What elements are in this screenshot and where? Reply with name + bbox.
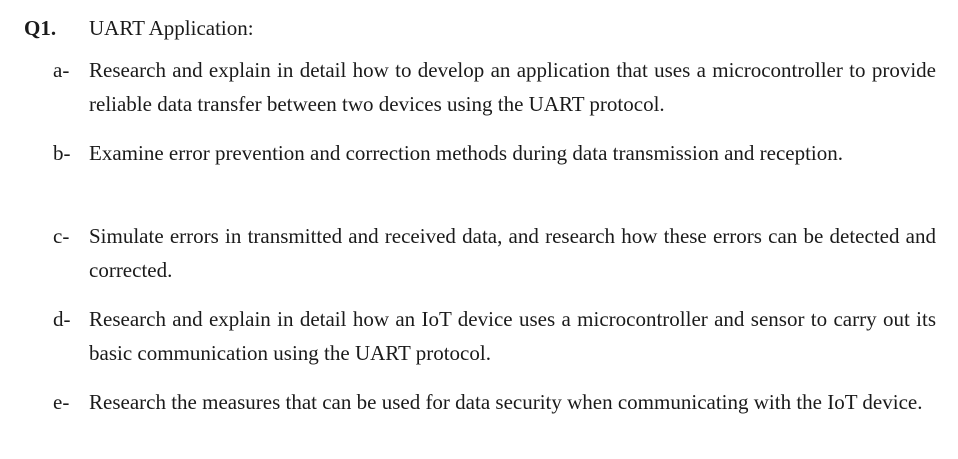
question-title: UART Application: <box>89 16 254 40</box>
item-text: Simulate errors in transmitted and received data, and research how these errors can be detected and corrected. <box>89 224 936 282</box>
item-marker: e- <box>53 390 70 414</box>
item-marker: d- <box>53 307 71 331</box>
item-marker: a- <box>53 58 70 82</box>
item-marker: c- <box>53 224 70 248</box>
item-marker: b- <box>53 141 71 165</box>
item-text: Research the measures that can be used for data security when communicating with the IoT device. <box>89 390 923 414</box>
item-text: Examine error prevention and correction methods during data transmission and reception. <box>89 141 844 165</box>
item-text: Research and explain in detail how to develop an application that uses a microcontroller to provide reliable data transfer between two devices using the UART protocol. <box>89 58 936 116</box>
item-text: Research and explain in detail how an IoT device uses a microcontroller and sensor to carry out its basic communication using the UART protocol. <box>89 307 936 365</box>
question-number: Q1. <box>24 16 57 40</box>
